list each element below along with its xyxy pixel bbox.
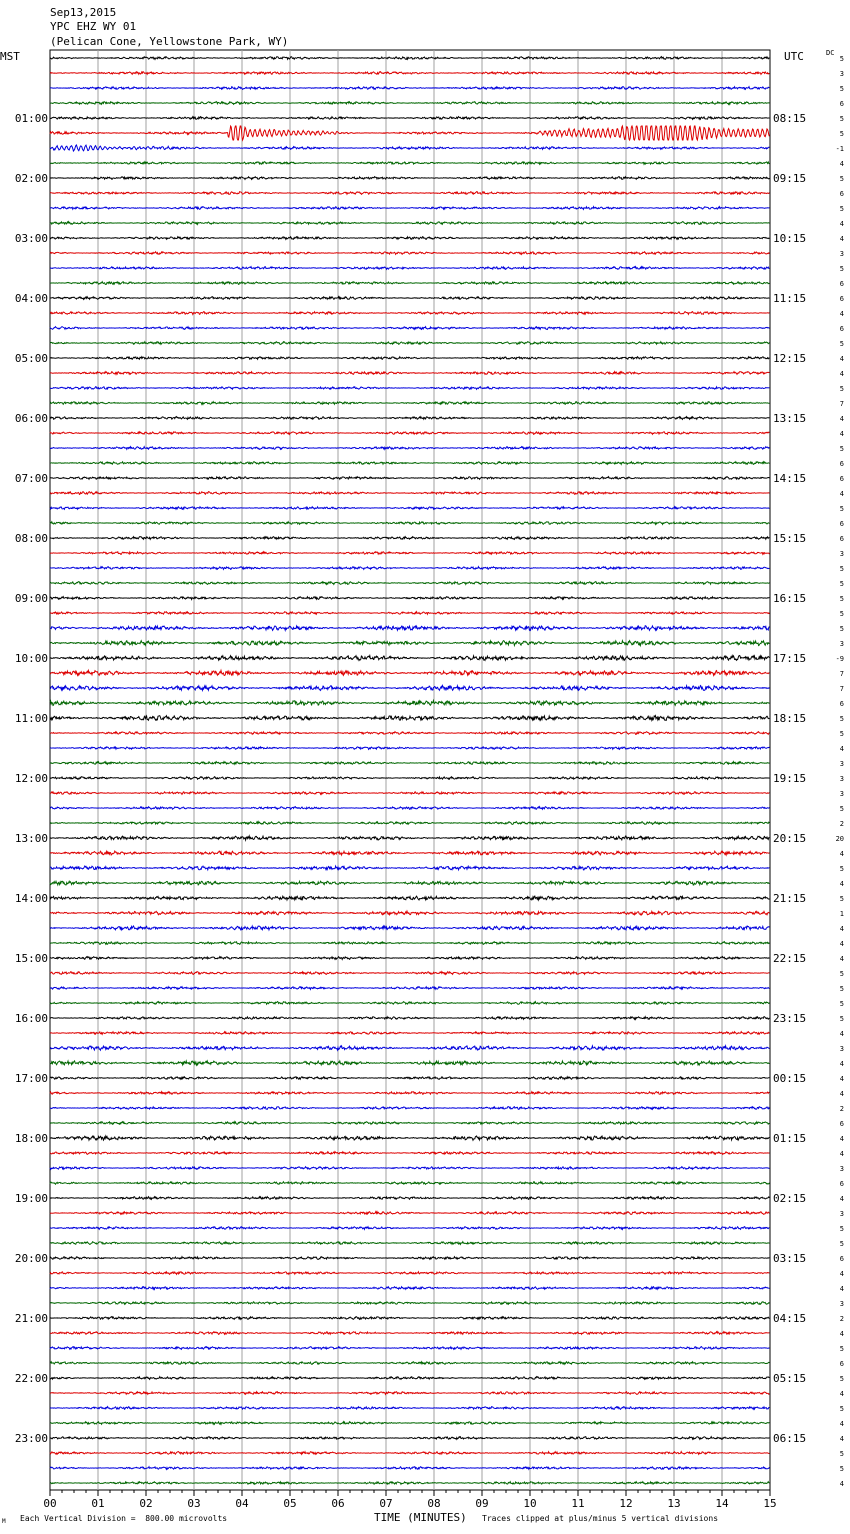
trace-line bbox=[50, 732, 769, 735]
dc-offset-label: 5 bbox=[839, 805, 844, 813]
trace-line bbox=[50, 1302, 769, 1305]
dc-offset-label: 5 bbox=[839, 340, 844, 348]
trace-line bbox=[50, 357, 769, 360]
trace-line bbox=[50, 117, 769, 120]
dc-offset-label: 4 bbox=[839, 850, 844, 858]
mst-hour-label: 13:00 bbox=[14, 832, 48, 845]
dc-offset-label: 6 bbox=[839, 520, 844, 528]
dc-offset-label: 4 bbox=[839, 880, 844, 888]
trace-line bbox=[50, 777, 769, 780]
trace-line bbox=[50, 312, 769, 315]
dc-offset-label: 5 bbox=[839, 1405, 844, 1413]
trace-line bbox=[50, 1467, 769, 1470]
trace-line bbox=[50, 881, 769, 885]
dc-offset-label: 4 bbox=[839, 1090, 844, 1098]
trace-line bbox=[50, 972, 769, 975]
x-tick-label: 01 bbox=[91, 1497, 105, 1510]
x-tick-label: 06 bbox=[331, 1497, 345, 1510]
dc-offset-label: 6 bbox=[839, 700, 844, 708]
trace-line bbox=[50, 72, 769, 75]
dc-offset-label: 6 bbox=[839, 1360, 844, 1368]
trace-line bbox=[50, 1122, 769, 1125]
trace-line bbox=[50, 1482, 769, 1485]
dc-offset-label: 6 bbox=[839, 1255, 844, 1263]
trace-line bbox=[50, 851, 769, 855]
dc-offset-label: 2 bbox=[839, 1105, 844, 1113]
trace-line bbox=[50, 1377, 769, 1380]
trace-line bbox=[50, 492, 769, 495]
dc-offset-label: 5 bbox=[839, 115, 844, 123]
dc-offset-label: 4 bbox=[839, 1285, 844, 1293]
utc-hour-label: 03:15 bbox=[773, 1252, 807, 1265]
x-tick-label: 05 bbox=[283, 1497, 297, 1510]
dc-offset-label: 5 bbox=[839, 715, 844, 723]
dc-offset-label: -1 bbox=[835, 145, 844, 153]
trace-line bbox=[50, 807, 769, 810]
trace-line bbox=[50, 582, 769, 585]
dc-offset-label: 6 bbox=[839, 190, 844, 198]
trace-line bbox=[50, 145, 769, 151]
trace-line bbox=[50, 1182, 769, 1185]
trace-line bbox=[50, 1362, 769, 1365]
trace-line bbox=[50, 1392, 769, 1395]
utc-hour-label: 09:15 bbox=[773, 172, 807, 185]
trace-line bbox=[50, 1107, 769, 1110]
trace-line bbox=[50, 701, 769, 706]
dc-offset-label: 4 bbox=[839, 490, 844, 498]
dc-offset-label: 4 bbox=[839, 1150, 844, 1158]
trace-line bbox=[50, 1002, 769, 1005]
trace-line bbox=[50, 1061, 769, 1065]
trace-line bbox=[50, 1197, 769, 1200]
x-axis-label: TIME (MINUTES) bbox=[374, 1511, 467, 1524]
trace-line bbox=[50, 1407, 769, 1410]
dc-offset-label: 4 bbox=[839, 370, 844, 378]
dc-offset-label: 6 bbox=[839, 280, 844, 288]
x-tick-label: 07 bbox=[379, 1497, 393, 1510]
trace-line bbox=[50, 1347, 769, 1350]
trace-line bbox=[50, 641, 769, 646]
trace-line bbox=[50, 387, 769, 390]
trace-line bbox=[50, 207, 769, 210]
utc-hour-label: 20:15 bbox=[773, 832, 807, 845]
utc-hour-label: 00:15 bbox=[773, 1072, 807, 1085]
station-location: (Pelican Cone, Yellowstone Park, WY) bbox=[50, 35, 289, 48]
dc-offset-label: 4 bbox=[839, 1075, 844, 1083]
mst-hour-label: 16:00 bbox=[14, 1012, 48, 1025]
dc-offset-label: 4 bbox=[839, 310, 844, 318]
dc-offset-label: 5 bbox=[839, 865, 844, 873]
trace-line bbox=[50, 567, 769, 570]
mst-hour-label: 09:00 bbox=[14, 592, 48, 605]
trace-line bbox=[50, 477, 769, 480]
utc-hour-label: 19:15 bbox=[773, 772, 807, 785]
dc-offset-label: 4 bbox=[839, 430, 844, 438]
utc-hour-label: 18:15 bbox=[773, 712, 807, 725]
x-tick-label: 03 bbox=[187, 1497, 201, 1510]
clipping-note: Traces clipped at plus/minus 5 vertical divisions bbox=[482, 1514, 719, 1523]
trace-line bbox=[50, 327, 769, 330]
trace-line bbox=[50, 911, 769, 915]
dc-offset-label: 5 bbox=[839, 970, 844, 978]
trace-line bbox=[50, 836, 769, 840]
trace-line bbox=[50, 1452, 769, 1455]
mst-hour-label: 06:00 bbox=[14, 412, 48, 425]
mst-hour-label: 22:00 bbox=[14, 1372, 48, 1385]
dc-offset-label: 3 bbox=[839, 1165, 844, 1173]
dc-offset-label: 5 bbox=[839, 1015, 844, 1023]
trace-line bbox=[50, 1437, 769, 1440]
dc-offset-label: 5 bbox=[839, 985, 844, 993]
utc-hour-label: 22:15 bbox=[773, 952, 807, 965]
utc-hour-label: 01:15 bbox=[773, 1132, 807, 1145]
dc-offset-label: 6 bbox=[839, 475, 844, 483]
footer-mark: M bbox=[2, 1518, 6, 1525]
mst-hour-label: 07:00 bbox=[14, 472, 48, 485]
utc-hour-label: 21:15 bbox=[773, 892, 807, 905]
dc-offset-label: 5 bbox=[839, 1375, 844, 1383]
dc-offset-label: 5 bbox=[839, 610, 844, 618]
dc-offset-label: 5 bbox=[839, 1465, 844, 1473]
dc-offset-label: 3 bbox=[839, 760, 844, 768]
trace-line bbox=[50, 372, 769, 375]
dc-offset-label: 3 bbox=[839, 1045, 844, 1053]
trace-line bbox=[50, 417, 769, 420]
utc-hour-label: 04:15 bbox=[773, 1312, 807, 1325]
dc-offset-label: 4 bbox=[839, 1195, 844, 1203]
utc-hour-label: 06:15 bbox=[773, 1432, 807, 1445]
dc-offset-label: 7 bbox=[839, 670, 844, 678]
trace-line bbox=[50, 537, 769, 540]
dc-offset-label: 4 bbox=[839, 1030, 844, 1038]
trace-line bbox=[50, 522, 769, 525]
station-code: YPC EHZ WY 01 bbox=[50, 20, 137, 33]
trace-line bbox=[50, 267, 769, 270]
dc-offset-label: 3 bbox=[839, 550, 844, 558]
mst-hour-label: 23:00 bbox=[14, 1432, 48, 1445]
utc-hour-label: 08:15 bbox=[773, 112, 807, 125]
dc-offset-label: 4 bbox=[839, 1420, 844, 1428]
utc-hour-label: 14:15 bbox=[773, 472, 807, 485]
dc-label: DC bbox=[826, 49, 835, 57]
trace-line bbox=[50, 1422, 769, 1425]
x-tick-label: 08 bbox=[427, 1497, 441, 1510]
trace-line bbox=[50, 866, 769, 870]
trace-line bbox=[50, 402, 769, 405]
mst-hour-label: 03:00 bbox=[14, 232, 48, 245]
trace-line bbox=[50, 626, 769, 631]
right-timezone-label: UTC bbox=[784, 50, 804, 63]
dc-offset-label: 4 bbox=[839, 1435, 844, 1443]
dc-offset-label: 5 bbox=[839, 565, 844, 573]
dc-offset-label: 4 bbox=[839, 1270, 844, 1278]
mst-hour-label: 01:00 bbox=[14, 112, 48, 125]
dc-offset-label: 3 bbox=[839, 640, 844, 648]
x-tick-label: 04 bbox=[235, 1497, 249, 1510]
trace-line bbox=[50, 1287, 769, 1290]
dc-offset-label: 5 bbox=[839, 730, 844, 738]
trace-line bbox=[50, 1257, 769, 1260]
trace-line bbox=[50, 1017, 769, 1020]
mst-hour-label: 12:00 bbox=[14, 772, 48, 785]
dc-offset-label: 2 bbox=[839, 820, 844, 828]
trace-line bbox=[50, 447, 769, 450]
x-tick-label: 11 bbox=[571, 1497, 585, 1510]
dc-offset-label: 4 bbox=[839, 955, 844, 963]
dc-offset-label: 6 bbox=[839, 295, 844, 303]
trace-line bbox=[50, 987, 769, 990]
dc-offset-label: 4 bbox=[839, 220, 844, 228]
dc-offset-label: 4 bbox=[839, 1390, 844, 1398]
dc-offset-label: 5 bbox=[839, 445, 844, 453]
dc-offset-label: 5 bbox=[839, 1000, 844, 1008]
utc-hour-label: 16:15 bbox=[773, 592, 807, 605]
dc-offset-label: 5 bbox=[839, 55, 844, 63]
mst-hour-label: 04:00 bbox=[14, 292, 48, 305]
x-tick-label: 13 bbox=[667, 1497, 681, 1510]
trace-line bbox=[50, 552, 769, 555]
trace-line bbox=[50, 597, 769, 600]
dc-offset-label: 5 bbox=[839, 625, 844, 633]
trace-line bbox=[50, 1077, 769, 1080]
trace-line bbox=[50, 612, 769, 615]
dc-offset-label: 4 bbox=[839, 925, 844, 933]
dc-offset-label: 5 bbox=[839, 265, 844, 273]
trace-line bbox=[50, 686, 769, 691]
dc-offset-label: 3 bbox=[839, 70, 844, 78]
trace-line bbox=[50, 822, 769, 825]
trace-line bbox=[50, 252, 769, 255]
dc-offset-label: 5 bbox=[839, 1240, 844, 1248]
dc-offset-label: 6 bbox=[839, 325, 844, 333]
trace-line bbox=[50, 342, 769, 345]
mst-hour-label: 14:00 bbox=[14, 892, 48, 905]
mst-hour-label: 19:00 bbox=[14, 1192, 48, 1205]
dc-offset-label: 6 bbox=[839, 100, 844, 108]
trace-line bbox=[50, 957, 769, 960]
dc-offset-label: 6 bbox=[839, 535, 844, 543]
utc-hour-label: 17:15 bbox=[773, 652, 807, 665]
trace-line bbox=[50, 942, 769, 945]
dc-offset-label: -9 bbox=[835, 655, 844, 663]
mst-hour-label: 08:00 bbox=[14, 532, 48, 545]
x-tick-label: 15 bbox=[763, 1497, 777, 1510]
dc-offset-label: 2 bbox=[839, 1315, 844, 1323]
dc-offset-label: 4 bbox=[839, 1480, 844, 1488]
trace-line bbox=[50, 1242, 769, 1245]
mst-hour-label: 18:00 bbox=[14, 1132, 48, 1145]
dc-offset-label: 5 bbox=[839, 85, 844, 93]
trace-line bbox=[50, 1227, 769, 1230]
trace-line bbox=[50, 1092, 769, 1095]
dc-offset-label: 1 bbox=[839, 910, 844, 918]
dc-offset-label: 5 bbox=[839, 505, 844, 513]
trace-line bbox=[50, 237, 769, 240]
mst-hour-label: 10:00 bbox=[14, 652, 48, 665]
trace-line bbox=[50, 102, 769, 105]
trace-line bbox=[50, 1046, 769, 1050]
dc-offset-label: 3 bbox=[839, 1210, 844, 1218]
trace-line bbox=[50, 432, 769, 435]
dc-offset-label: 4 bbox=[839, 235, 844, 243]
dc-offset-label: 5 bbox=[839, 1345, 844, 1353]
utc-hour-label: 05:15 bbox=[773, 1372, 807, 1385]
dc-offset-label: 20 bbox=[835, 835, 844, 843]
dc-offset-label: 6 bbox=[839, 460, 844, 468]
utc-hour-label: 02:15 bbox=[773, 1192, 807, 1205]
x-tick-label: 02 bbox=[139, 1497, 153, 1510]
trace-line bbox=[50, 747, 769, 750]
trace-line bbox=[50, 462, 769, 465]
trace-line bbox=[50, 87, 769, 90]
dc-offset-label: 5 bbox=[839, 1450, 844, 1458]
dc-offset-label: 3 bbox=[839, 250, 844, 258]
trace-line bbox=[50, 896, 769, 900]
left-timezone-label: MST bbox=[0, 50, 20, 63]
x-tick-label: 10 bbox=[523, 1497, 537, 1510]
x-tick-label: 14 bbox=[715, 1497, 729, 1510]
utc-hour-label: 11:15 bbox=[773, 292, 807, 305]
dc-offset-label: 6 bbox=[839, 1180, 844, 1188]
dc-offset-label: 3 bbox=[839, 790, 844, 798]
dc-offset-label: 4 bbox=[839, 160, 844, 168]
dc-offset-label: 4 bbox=[839, 745, 844, 753]
dc-offset-label: 4 bbox=[839, 1330, 844, 1338]
trace-line bbox=[50, 126, 769, 140]
trace-line bbox=[50, 507, 769, 510]
dc-offset-label: 5 bbox=[839, 385, 844, 393]
dc-offset-label: 5 bbox=[839, 175, 844, 183]
mst-hour-label: 02:00 bbox=[14, 172, 48, 185]
vertical-division-note: Each Vertical Division = 800.00 microvolts bbox=[20, 1514, 228, 1523]
trace-line bbox=[50, 192, 769, 195]
trace-line bbox=[50, 656, 769, 661]
trace-line bbox=[50, 162, 769, 164]
utc-hour-label: 15:15 bbox=[773, 532, 807, 545]
dc-offset-label: 4 bbox=[839, 1135, 844, 1143]
dc-offset-label: 7 bbox=[839, 400, 844, 408]
trace-line bbox=[50, 1136, 769, 1140]
utc-hour-label: 23:15 bbox=[773, 1012, 807, 1025]
trace-line bbox=[50, 1032, 769, 1035]
dc-offset-label: 4 bbox=[839, 940, 844, 948]
trace-line bbox=[50, 1152, 769, 1155]
dc-offset-label: 5 bbox=[839, 595, 844, 603]
plot-date: Sep13,2015 bbox=[50, 6, 117, 19]
utc-hour-label: 13:15 bbox=[773, 412, 807, 425]
trace-line bbox=[50, 762, 769, 765]
dc-offset-label: 6 bbox=[839, 1120, 844, 1128]
mst-hour-label: 20:00 bbox=[14, 1252, 48, 1265]
x-tick-label: 12 bbox=[619, 1497, 633, 1510]
mst-hour-label: 11:00 bbox=[14, 712, 48, 725]
dc-offset-label: 4 bbox=[839, 415, 844, 423]
mst-hour-label: 15:00 bbox=[14, 952, 48, 965]
trace-line bbox=[50, 297, 769, 300]
utc-hour-label: 10:15 bbox=[773, 232, 807, 245]
trace-line bbox=[50, 716, 769, 721]
dc-offset-label: 5 bbox=[839, 1225, 844, 1233]
dc-offset-label: 3 bbox=[839, 775, 844, 783]
trace-line bbox=[50, 792, 769, 795]
trace-line bbox=[50, 1272, 769, 1275]
mst-hour-label: 17:00 bbox=[14, 1072, 48, 1085]
dc-offset-label: 7 bbox=[839, 685, 844, 693]
trace-line bbox=[50, 1167, 769, 1170]
trace-line bbox=[50, 926, 769, 930]
trace-line bbox=[50, 1212, 769, 1215]
dc-offset-label: 5 bbox=[839, 580, 844, 588]
dc-offset-label: 5 bbox=[839, 205, 844, 213]
dc-offset-label: 5 bbox=[839, 895, 844, 903]
x-tick-label: 09 bbox=[475, 1497, 489, 1510]
trace-line bbox=[50, 222, 769, 225]
trace-line bbox=[50, 671, 769, 676]
trace-line bbox=[50, 57, 769, 60]
dc-offset-label: 5 bbox=[839, 130, 844, 138]
mst-hour-label: 21:00 bbox=[14, 1312, 48, 1325]
utc-hour-label: 12:15 bbox=[773, 352, 807, 365]
dc-offset-label: 4 bbox=[839, 1060, 844, 1068]
x-tick-label: 00 bbox=[43, 1497, 57, 1510]
dc-offset-label: 3 bbox=[839, 1300, 844, 1308]
trace-line bbox=[50, 1317, 769, 1320]
trace-line bbox=[50, 282, 769, 285]
trace-line bbox=[50, 1332, 769, 1335]
trace-line bbox=[50, 177, 769, 180]
dc-offset-label: 4 bbox=[839, 355, 844, 363]
mst-hour-label: 05:00 bbox=[14, 352, 48, 365]
